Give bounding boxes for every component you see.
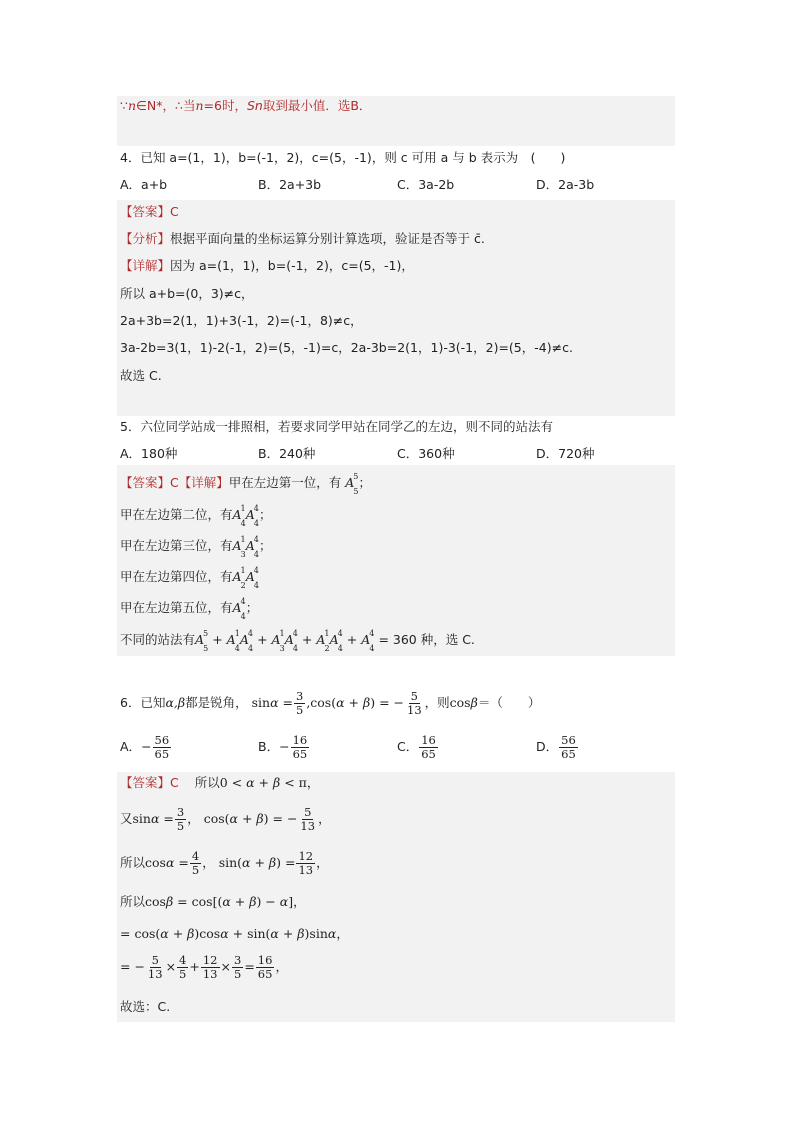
q4-option-d: D．2a-3b	[536, 177, 595, 192]
q4-option-c: C．3a-2b	[397, 177, 455, 192]
q4-detail-line: 故选 C.	[120, 368, 162, 383]
q3-conclusion: ∵n∈N*，∴当n=6时，Sn取到最小值．选B．	[120, 98, 372, 113]
q6-line-6: = − $\frac{5}{13}$ × $\frac{4}{5}$ + $\frac{12}{13}$ × $\frac{3}{5}$ = $\frac{16}{65}$ ，	[120, 953, 288, 981]
q5-option-a: A．180种	[120, 446, 178, 461]
q4-detail-line: 3a-2b=3(1，1)-2(-1，2)=(5，-1)=c，2a-3b=2(1，1)-3(-1，2)=(5，-4)≠c.	[120, 340, 573, 355]
q4-detail: 【详解】因为 a=(1，1)，b=(-1，2)，c=(5，-1)，	[120, 258, 414, 273]
q5-line-3: 甲在左边第三位，有$A^1_3A^4_4$；	[120, 534, 272, 559]
q5-line-2: 甲在左边第二位，有$A^1_4A^4_4$；	[120, 503, 272, 528]
q6-option-b: B．− $\frac{16}{65}$	[258, 733, 308, 761]
q4-detail-line: 所以 a+b=(0，3)≠c，	[120, 286, 254, 301]
q5-line-4: 甲在左边第四位，有$A^1_2A^4_4$	[120, 565, 259, 590]
q6-option-d: D． $\frac{56}{65}$	[536, 733, 576, 761]
q6-line-5: = cos(α + β)cosα + sin(α + β)sinα，	[120, 926, 349, 941]
q4-analysis: 【分析】根据平面向量的坐标运算分别计算选项，验证是否等于 c̄.	[120, 231, 485, 246]
q4-detail-line: 2a+3b=2(1，1)+3(-1，2)=(-1，8)≠c，	[120, 313, 363, 328]
q6-stem: 6．已知α,β都是锐角， sinα = $\frac{3}{5}$ ,cos(α + β) = − $\frac{5}{13}$ ，则cosβ＝（ ）	[120, 689, 541, 717]
q6-option-c: C． $\frac{16}{65}$	[397, 733, 436, 761]
q5-option-c: C．360种	[397, 446, 455, 461]
q6-line-7: 故选：C.	[120, 999, 171, 1014]
q4-option-b: B．2a+3b	[258, 177, 322, 192]
q5-option-b: B．240种	[258, 446, 316, 461]
q5-line-5: 甲在左边第五位，有$A^4_4$；	[120, 596, 259, 621]
q6-line-2: 又sinα = $\frac{3}{5}$ ， cos(α + β) = − $\frac{5}{13}$ ，	[120, 805, 331, 833]
q4-stem: 4．已知 a=(1，1)，b=(-1，2)，c=(5，-1)，则 c 可用 a 与 b 表示为 ( )	[120, 150, 566, 165]
q6-line-4: 所以cosβ = cos[(α + β) − α]，	[120, 894, 306, 909]
q5-line-6: 不同的站法有$A^5_5 + A^1_4A^4_4 + A^1_3A^4_4 + A^1_2A^4_4 + A^4_4 = 360$ 种，选 C.	[120, 628, 475, 653]
solution-block-q5	[117, 465, 675, 656]
q4-option-a: A．a+b	[120, 177, 168, 192]
q6-answer: 【答案】C 所以0 < α + β < π，	[120, 775, 320, 790]
q5-answer: 【答案】C【详解】甲在左边第一位，有 $A^5_5$；	[120, 471, 371, 496]
q6-option-a: A．− $\frac{56}{65}$	[120, 733, 170, 761]
q6-line-3: 所以cosα = $\frac{4}{5}$ ， sin(α + β) = $\frac{12}{13}$ ，	[120, 849, 329, 877]
q5-stem: 5．六位同学站成一排照相，若要求同学甲站在同学乙的左边，则不同的站法有	[120, 419, 553, 434]
q5-option-d: D．720种	[536, 446, 595, 461]
q4-answer: 【答案】C	[120, 204, 179, 219]
